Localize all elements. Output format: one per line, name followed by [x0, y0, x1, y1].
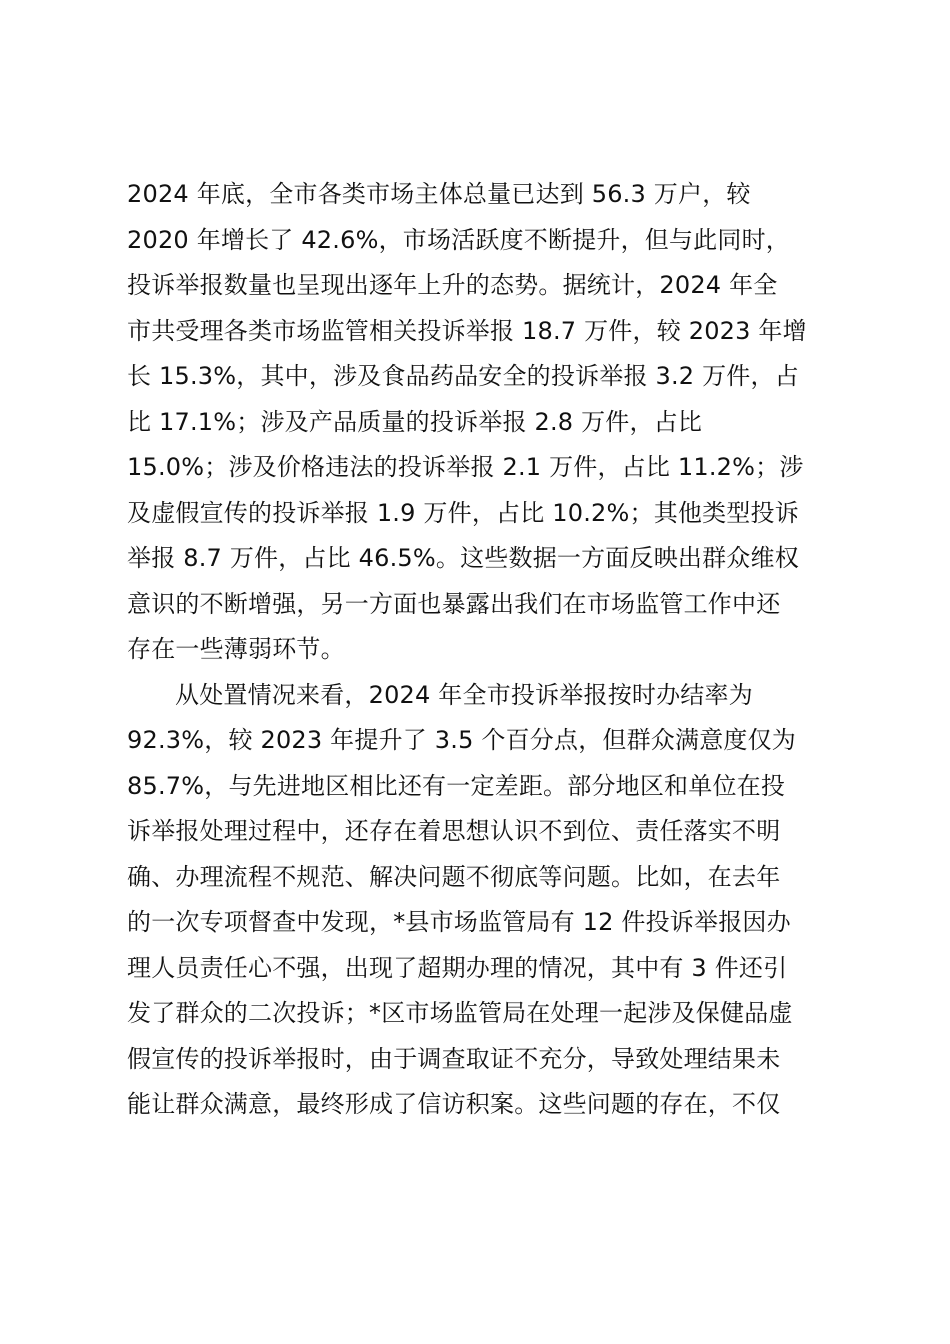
text-line: 能让群众满意，最终形成了信访积案。这些问题的存在，不仅 — [127, 1090, 781, 1118]
text-line: 诉举报处理过程中，还存在着思想认识不到位、责任落实不明 — [127, 817, 781, 845]
text-line: 投诉举报数量也呈现出逐年上升的态势。据统计，2024 年全 — [127, 271, 778, 299]
text-line: 举报 8.7 万件，占比 46.5%。这些数据一方面反映出群众维权 — [127, 544, 799, 572]
text-line: 及虚假宣传的投诉举报 1.9 万件，占比 10.2%；其他类型投诉 — [127, 498, 799, 527]
text-line: 92.3%，较 2023 年提升了 3.5 个百分点，但群众满意度仅为 — [127, 726, 797, 754]
paragraph-start-line: 从处置情况来看，2024 年全市投诉举报按时办结率为 — [175, 680, 753, 709]
text-line: 假宣传的投诉举报时，由于调查取证不充分，导致处理结果未 — [127, 1044, 781, 1073]
text-line: 意识的不断增强，另一方面也暴露出我们在市场监管工作中还 — [127, 589, 781, 618]
text-line: 的一次专项督查中发现，*县市场监管局有 12 件投诉举报因办 — [127, 908, 791, 936]
text-line: 长 15.3%，其中，涉及食品药品安全的投诉举报 3.2 万件，占 — [127, 362, 799, 390]
text-line: 2020 年增长了 42.6%，市场活跃度不断提升，但与此同时， — [127, 225, 790, 254]
document-body — [127, 172, 847, 1128]
text-line: 存在一些薄弱环节。 — [127, 635, 345, 663]
text-line: 2024 年底，全市各类市场主体总量已达到 56.3 万户，较 — [127, 180, 751, 208]
text-line: 比 17.1%；涉及产品质量的投诉举报 2.8 万件，占比 — [127, 407, 703, 436]
text-line: 发了群众的二次投诉；*区市场监管局在处理一起涉及保健品虚 — [127, 999, 793, 1027]
text-line: 85.7%，与先进地区相比还有一定差距。部分地区和单位在投 — [127, 771, 786, 800]
text-line: 15.0%；涉及价格违法的投诉举报 2.1 万件，占比 11.2%；涉 — [127, 453, 804, 481]
text-line: 确、办理流程不规范、解决问题不彻底等问题。比如，在去年 — [127, 862, 781, 891]
text-line: 理人员责任心不强，出现了超期办理的情况，其中有 3 件还引 — [127, 953, 788, 982]
text-line: 市共受理各类市场监管相关投诉举报 18.7 万件，较 2023 年增 — [127, 316, 807, 345]
